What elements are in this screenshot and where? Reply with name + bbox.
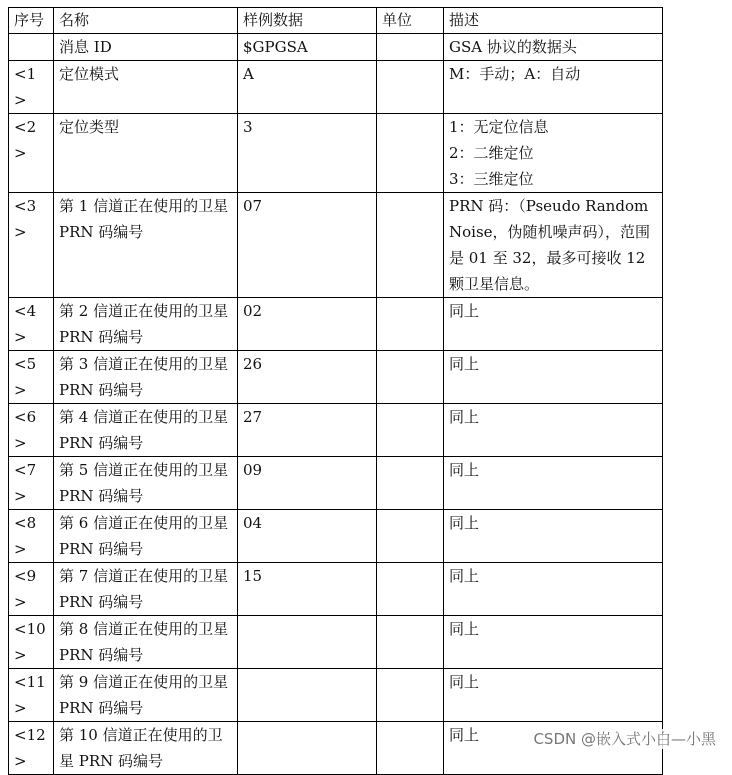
header-sample: 样例数据 [238, 8, 377, 34]
cell-sample: 04 [238, 510, 377, 563]
desc-line: M：手动；A：自动 [449, 65, 581, 83]
cell-sample: 15 [238, 563, 377, 616]
cell-name: 定位类型 [54, 114, 238, 193]
cell-desc [444, 193, 663, 298]
desc-line: 同上 [449, 355, 480, 373]
desc-line: 同上 [449, 302, 480, 320]
header-unit: 单位 [377, 8, 444, 34]
cell-desc [444, 563, 663, 616]
cell-seq: <5> [9, 351, 54, 404]
cell-name: 定位模式 [54, 61, 238, 114]
cell-desc [444, 298, 663, 351]
cell-sample: 26 [238, 351, 377, 404]
cell-sample: 07 [238, 193, 377, 298]
cell-seq: <2> [9, 114, 54, 193]
desc-line: 同上 [449, 726, 480, 744]
cell-seq: <8> [9, 510, 54, 563]
cell-unit [377, 616, 444, 669]
table-row [9, 669, 663, 722]
cell-name: 第 5 信道正在使用的卫星 PRN 码编号 [54, 457, 238, 510]
table-row [9, 298, 663, 351]
cell-seq: <10> [9, 616, 54, 669]
cell-seq [9, 34, 54, 61]
header-desc: 描述 [444, 8, 663, 34]
cell-name: 第 4 信道正在使用的卫星 PRN 码编号 [54, 404, 238, 457]
desc-line: GSA 协议的数据头 [449, 38, 577, 56]
cell-name: 第 8 信道正在使用的卫星 PRN 码编号 [54, 616, 238, 669]
cell-sample [238, 722, 377, 775]
cell-unit [377, 34, 444, 61]
cell-desc [444, 34, 663, 61]
table-row [9, 61, 663, 114]
cell-desc [444, 457, 663, 510]
table-row [9, 34, 663, 61]
cell-unit [377, 351, 444, 404]
cell-unit [377, 298, 444, 351]
cell-seq: <6> [9, 404, 54, 457]
cell-unit [377, 114, 444, 193]
cell-seq: <1> [9, 61, 54, 114]
cell-name: 第 3 信道正在使用的卫星 PRN 码编号 [54, 351, 238, 404]
desc-line: PRN 码：（Pseudo Random Noise，伪随机噪声码），范围是 01 至 32，最多可接收 12 颗卫星信息。 [449, 197, 651, 293]
cell-unit [377, 669, 444, 722]
cell-unit [377, 510, 444, 563]
cell-unit [377, 563, 444, 616]
cell-seq: <7> [9, 457, 54, 510]
cell-sample: 3 [238, 114, 377, 193]
desc-line: 同上 [449, 567, 480, 585]
gsa-field-table [8, 7, 663, 775]
cell-name: 消息 ID [54, 34, 238, 61]
cell-name: 第 6 信道正在使用的卫星 PRN 码编号 [54, 510, 238, 563]
desc-line: 同上 [449, 620, 480, 638]
desc-line: 同上 [449, 514, 480, 532]
cell-seq: <9> [9, 563, 54, 616]
cell-unit [377, 722, 444, 775]
cell-unit [377, 457, 444, 510]
cell-unit [377, 193, 444, 298]
cell-name: 第 10 信道正在使用的卫星 PRN 码编号 [54, 722, 238, 775]
desc-line: 2：二维定位 [449, 144, 534, 162]
table-row [9, 193, 663, 298]
table-row [9, 510, 663, 563]
cell-unit [377, 404, 444, 457]
cell-name: 第 9 信道正在使用的卫星 PRN 码编号 [54, 669, 238, 722]
desc-line: 3：三维定位 [449, 170, 534, 188]
cell-desc [444, 616, 663, 669]
cell-sample [238, 616, 377, 669]
table-body [9, 34, 663, 775]
table-row [9, 616, 663, 669]
header-seq: 序号 [9, 8, 54, 34]
cell-seq: <12> [9, 722, 54, 775]
desc-line: 同上 [449, 673, 480, 691]
cell-sample: 27 [238, 404, 377, 457]
cell-seq: <11> [9, 669, 54, 722]
desc-line: 同上 [449, 461, 480, 479]
cell-name: 第 7 信道正在使用的卫星 PRN 码编号 [54, 563, 238, 616]
cell-sample [238, 669, 377, 722]
table-header-row [9, 8, 663, 34]
table-row [9, 351, 663, 404]
cell-unit [377, 61, 444, 114]
cell-desc [444, 351, 663, 404]
cell-sample: $GPGSA [238, 34, 377, 61]
cell-name: 第 1 信道正在使用的卫星 PRN 码编号 [54, 193, 238, 298]
cell-sample: 02 [238, 298, 377, 351]
cell-desc [444, 61, 663, 114]
cell-sample: A [238, 61, 377, 114]
cell-name: 第 2 信道正在使用的卫星 PRN 码编号 [54, 298, 238, 351]
csdn-watermark: CSDN @嵌入式小白—小黑 [533, 730, 716, 748]
table-row [9, 457, 663, 510]
cell-seq: <4> [9, 298, 54, 351]
desc-line: 同上 [449, 408, 480, 426]
table-row [9, 404, 663, 457]
header-name: 名称 [54, 8, 238, 34]
cell-desc [444, 669, 663, 722]
table-row [9, 114, 663, 193]
cell-desc [444, 510, 663, 563]
cell-desc [444, 114, 663, 193]
desc-line: 1：无定位信息 [449, 118, 549, 136]
table-row [9, 563, 663, 616]
cell-seq: <3> [9, 193, 54, 298]
cell-desc [444, 404, 663, 457]
cell-sample: 09 [238, 457, 377, 510]
